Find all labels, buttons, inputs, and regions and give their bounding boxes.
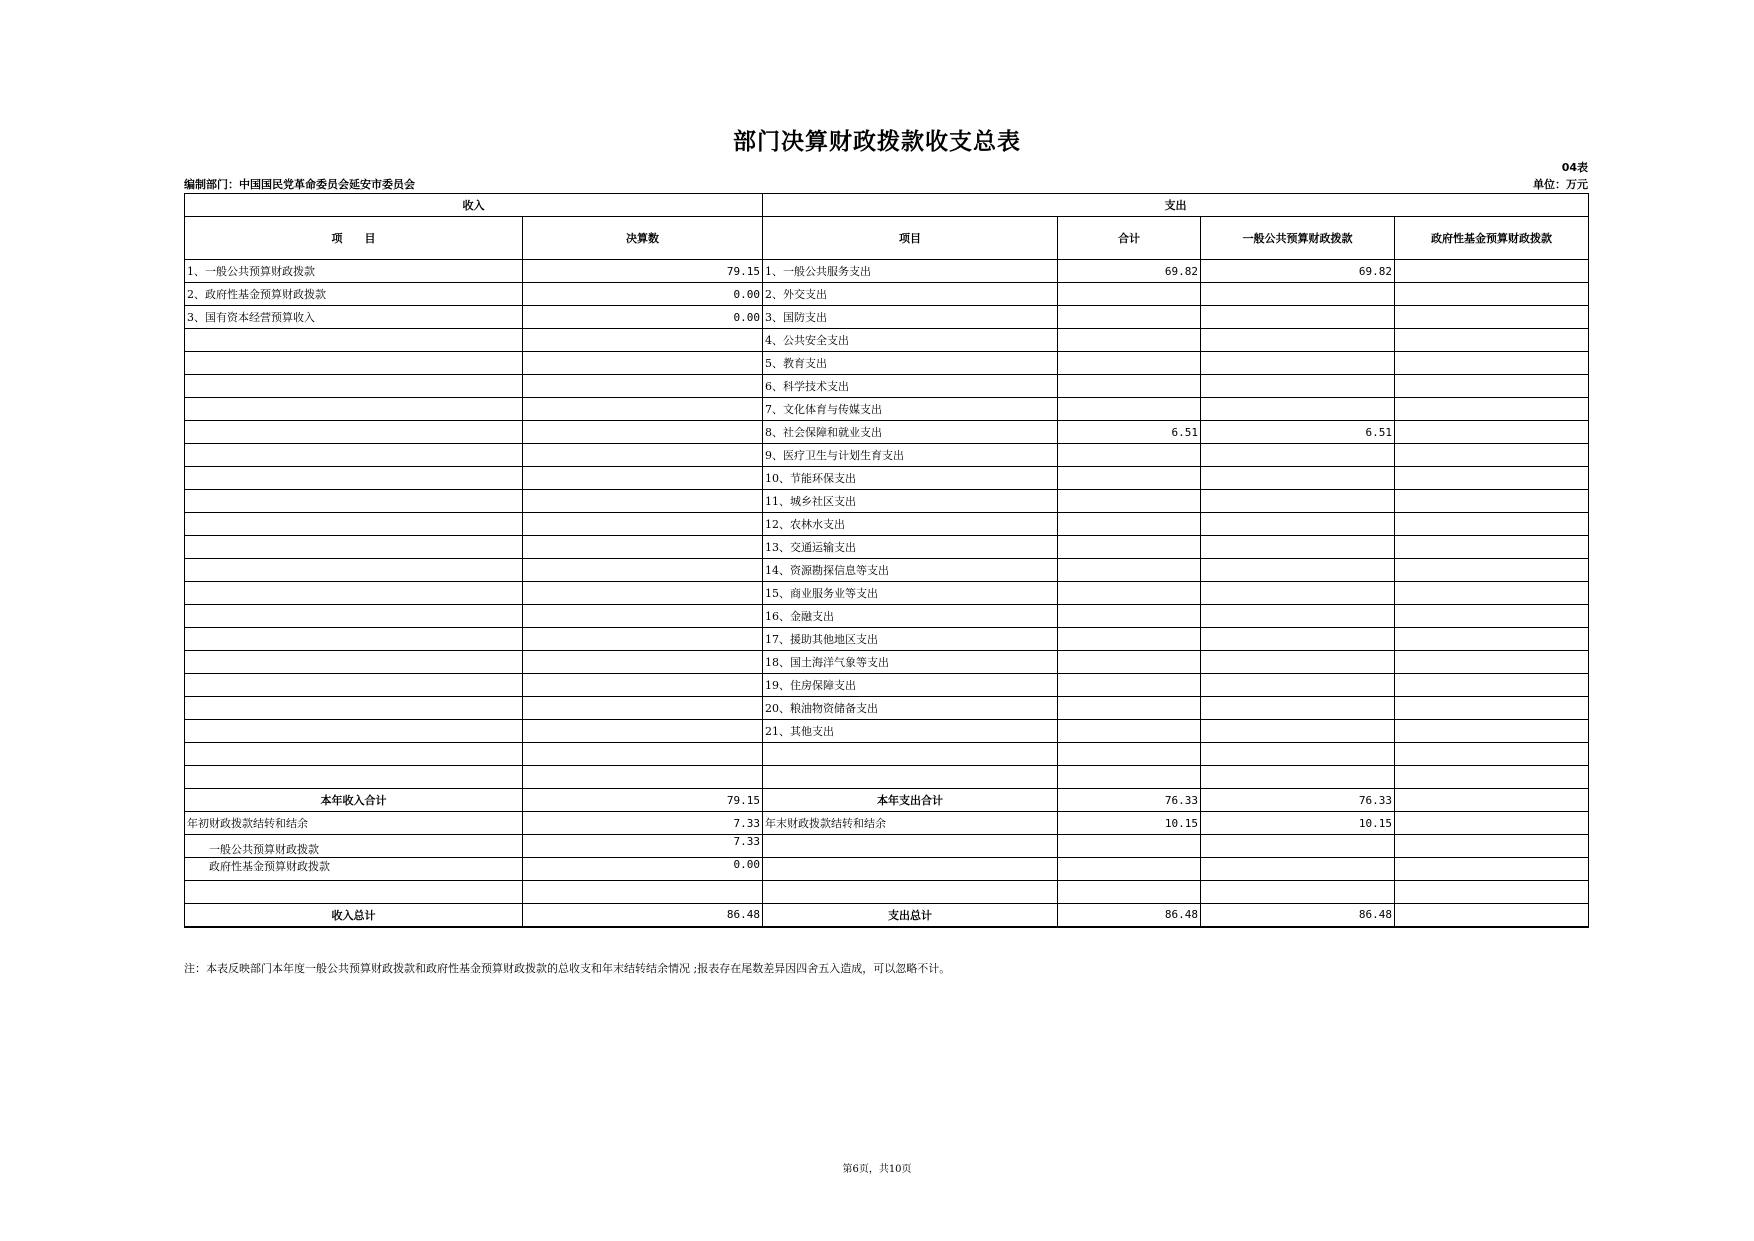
expense-general-cell bbox=[1201, 720, 1395, 743]
col-header-total: 合计 bbox=[1058, 217, 1201, 260]
expense-fund-cell bbox=[1395, 536, 1589, 559]
table-row bbox=[185, 559, 1589, 582]
section-header-row bbox=[185, 194, 1589, 217]
carry-begin-value: 7.33 bbox=[523, 812, 763, 835]
expense-fund-cell bbox=[1395, 352, 1589, 375]
expense-total-cell bbox=[1058, 605, 1201, 628]
col-header-final-amount: 决算数 bbox=[523, 217, 763, 260]
expense-fund-cell bbox=[1395, 329, 1589, 352]
table-row bbox=[185, 743, 1589, 766]
income-amount-cell bbox=[523, 697, 763, 720]
income-item-cell bbox=[185, 421, 523, 444]
table-row bbox=[185, 260, 1589, 283]
table-row bbox=[185, 674, 1589, 697]
year-total-row bbox=[185, 789, 1589, 812]
expense-fund-cell bbox=[1395, 306, 1589, 329]
year-expense-general-value: 76.33 bbox=[1201, 789, 1395, 812]
income-item-cell bbox=[185, 398, 523, 421]
income-amount-cell bbox=[523, 651, 763, 674]
table-row bbox=[185, 467, 1589, 490]
income-item-cell bbox=[185, 329, 523, 352]
income-item-cell: 2、政府性基金预算财政拨款 bbox=[185, 283, 523, 306]
expense-total-cell bbox=[1058, 651, 1201, 674]
expense-fund-cell bbox=[1395, 490, 1589, 513]
income-amount-cell bbox=[523, 375, 763, 398]
page-title: 部门决算财政拨款收支总表 bbox=[733, 129, 1021, 155]
expense-fund-cell bbox=[1395, 421, 1589, 444]
table-row bbox=[185, 766, 1589, 789]
expense-fund-cell bbox=[1395, 766, 1589, 789]
expense-item-cell: 16、金融支出 bbox=[763, 605, 1058, 628]
expense-total-cell: 69.82 bbox=[1058, 260, 1201, 283]
expense-fund-cell bbox=[1395, 582, 1589, 605]
expense-grand-fund-value bbox=[1395, 904, 1589, 927]
income-grand-total-label: 收入总计 bbox=[185, 904, 523, 927]
column-header-row bbox=[185, 217, 1589, 260]
expense-general-cell bbox=[1201, 490, 1395, 513]
income-amount-cell bbox=[523, 329, 763, 352]
table-row bbox=[185, 582, 1589, 605]
income-item-cell bbox=[185, 352, 523, 375]
income-amount-cell bbox=[523, 444, 763, 467]
income-amount-cell bbox=[523, 582, 763, 605]
expense-item-cell: 19、住房保障支出 bbox=[763, 674, 1058, 697]
expense-grand-total-label: 支出总计 bbox=[763, 904, 1058, 927]
expense-general-cell bbox=[1201, 651, 1395, 674]
table-row bbox=[185, 536, 1589, 559]
income-item-cell bbox=[185, 490, 523, 513]
expense-total-cell: 6.51 bbox=[1058, 421, 1201, 444]
table-row bbox=[185, 329, 1589, 352]
table-row bbox=[185, 375, 1589, 398]
expense-general-cell bbox=[1201, 605, 1395, 628]
table-row bbox=[185, 513, 1589, 536]
table-row bbox=[185, 490, 1589, 513]
expense-fund-cell bbox=[1395, 398, 1589, 421]
carry-general-label: 一般公共预算财政拨款 bbox=[185, 835, 523, 858]
income-item-cell: 3、国有资本经营预算收入 bbox=[185, 306, 523, 329]
expense-total-cell bbox=[1058, 536, 1201, 559]
income-item-cell bbox=[185, 444, 523, 467]
income-item-cell bbox=[185, 513, 523, 536]
table-row bbox=[185, 421, 1589, 444]
income-amount-cell bbox=[523, 352, 763, 375]
income-amount-cell bbox=[523, 559, 763, 582]
expense-total-cell bbox=[1058, 352, 1201, 375]
carry-fund-label: 政府性基金预算财政拨款 bbox=[185, 858, 523, 881]
table-row bbox=[185, 283, 1589, 306]
grand-total-row bbox=[185, 904, 1589, 927]
carry-end-general-value: 10.15 bbox=[1201, 812, 1395, 835]
expense-total-cell bbox=[1058, 375, 1201, 398]
table-row bbox=[185, 306, 1589, 329]
income-amount-cell: 0.00 bbox=[523, 306, 763, 329]
income-item-cell bbox=[185, 582, 523, 605]
expense-general-cell bbox=[1201, 743, 1395, 766]
expense-fund-cell bbox=[1395, 674, 1589, 697]
col-header-general-budget: 一般公共预算财政拨款 bbox=[1201, 217, 1395, 260]
expense-general-cell: 6.51 bbox=[1201, 421, 1395, 444]
income-amount-cell bbox=[523, 766, 763, 789]
income-section-header: 收入 bbox=[185, 194, 763, 217]
expense-fund-cell bbox=[1395, 720, 1589, 743]
income-amount-cell bbox=[523, 490, 763, 513]
expense-general-cell bbox=[1201, 329, 1395, 352]
year-expense-fund-value bbox=[1395, 789, 1589, 812]
expense-fund-cell bbox=[1395, 697, 1589, 720]
expense-general-cell bbox=[1201, 283, 1395, 306]
expense-total-cell bbox=[1058, 628, 1201, 651]
table-row bbox=[185, 605, 1589, 628]
carry-end-label: 年末财政拨款结转和结余 bbox=[763, 812, 1058, 835]
carry-end-fund-value bbox=[1395, 812, 1589, 835]
expense-total-cell bbox=[1058, 697, 1201, 720]
col-header-gov-fund: 政府性基金预算财政拨款 bbox=[1395, 217, 1589, 260]
expense-item-cell: 8、社会保障和就业支出 bbox=[763, 421, 1058, 444]
expense-item-cell: 5、教育支出 bbox=[763, 352, 1058, 375]
expense-general-cell bbox=[1201, 352, 1395, 375]
expense-fund-cell bbox=[1395, 559, 1589, 582]
expense-item-cell: 9、医疗卫生与计划生育支出 bbox=[763, 444, 1058, 467]
expense-fund-cell bbox=[1395, 260, 1589, 283]
expense-item-cell: 2、外交支出 bbox=[763, 283, 1058, 306]
unit-label: 单位：万元 bbox=[1533, 178, 1588, 191]
expense-total-cell bbox=[1058, 513, 1201, 536]
income-amount-cell bbox=[523, 467, 763, 490]
budget-summary-table bbox=[184, 193, 1589, 928]
expense-item-cell: 3、国防支出 bbox=[763, 306, 1058, 329]
expense-general-cell bbox=[1201, 467, 1395, 490]
table-row bbox=[185, 697, 1589, 720]
expense-fund-cell bbox=[1395, 605, 1589, 628]
blank-row bbox=[185, 881, 1589, 904]
expense-general-cell bbox=[1201, 674, 1395, 697]
expense-grand-total-value: 86.48 bbox=[1058, 904, 1201, 927]
expense-fund-cell bbox=[1395, 444, 1589, 467]
expense-total-cell bbox=[1058, 283, 1201, 306]
expense-fund-cell bbox=[1395, 651, 1589, 674]
expense-fund-cell bbox=[1395, 375, 1589, 398]
expense-general-cell bbox=[1201, 582, 1395, 605]
income-item-cell bbox=[185, 766, 523, 789]
expense-general-cell bbox=[1201, 513, 1395, 536]
income-item-cell bbox=[185, 375, 523, 398]
expense-total-cell bbox=[1058, 720, 1201, 743]
expense-general-cell bbox=[1201, 536, 1395, 559]
expense-fund-cell bbox=[1395, 513, 1589, 536]
expense-item-cell: 17、援助其他地区支出 bbox=[763, 628, 1058, 651]
page-number: 第6页，共10页 bbox=[842, 1164, 912, 1175]
income-amount-cell bbox=[523, 628, 763, 651]
income-amount-cell: 79.15 bbox=[523, 260, 763, 283]
expense-general-cell bbox=[1201, 306, 1395, 329]
expense-total-cell bbox=[1058, 559, 1201, 582]
income-amount-cell: 0.00 bbox=[523, 283, 763, 306]
expense-fund-cell bbox=[1395, 743, 1589, 766]
table-row bbox=[185, 651, 1589, 674]
income-amount-cell bbox=[523, 743, 763, 766]
carry-general-row bbox=[185, 835, 1589, 858]
income-item-cell bbox=[185, 536, 523, 559]
expense-total-cell bbox=[1058, 582, 1201, 605]
expense-general-cell bbox=[1201, 559, 1395, 582]
income-item-cell bbox=[185, 467, 523, 490]
income-amount-cell bbox=[523, 605, 763, 628]
expense-total-cell bbox=[1058, 490, 1201, 513]
year-income-total-value: 79.15 bbox=[523, 789, 763, 812]
carry-fund-value: 0.00 bbox=[523, 858, 763, 881]
expense-total-cell bbox=[1058, 467, 1201, 490]
col-header-expense-item: 项目 bbox=[763, 217, 1058, 260]
income-item-cell bbox=[185, 743, 523, 766]
expense-item-cell: 15、商业服务业等支出 bbox=[763, 582, 1058, 605]
expense-item-cell: 20、粮油物资储备支出 bbox=[763, 697, 1058, 720]
carry-fund-row bbox=[185, 858, 1589, 881]
income-amount-cell bbox=[523, 536, 763, 559]
expense-total-cell bbox=[1058, 743, 1201, 766]
income-grand-total-value: 86.48 bbox=[523, 904, 763, 927]
expense-general-cell: 69.82 bbox=[1201, 260, 1395, 283]
income-item-cell bbox=[185, 651, 523, 674]
carry-begin-label: 年初财政拨款结转和结余 bbox=[185, 812, 523, 835]
carry-over-row bbox=[185, 812, 1589, 835]
income-item-cell: 1、一般公共预算财政拨款 bbox=[185, 260, 523, 283]
expense-item-cell bbox=[763, 743, 1058, 766]
table-row bbox=[185, 628, 1589, 651]
income-item-cell bbox=[185, 628, 523, 651]
expense-grand-general-value: 86.48 bbox=[1201, 904, 1395, 927]
expense-total-cell bbox=[1058, 306, 1201, 329]
table-row bbox=[185, 398, 1589, 421]
expense-item-cell: 12、农林水支出 bbox=[763, 513, 1058, 536]
expense-general-cell bbox=[1201, 444, 1395, 467]
income-amount-cell bbox=[523, 421, 763, 444]
expense-total-cell bbox=[1058, 329, 1201, 352]
expense-total-cell bbox=[1058, 398, 1201, 421]
expense-item-cell: 1、一般公共服务支出 bbox=[763, 260, 1058, 283]
expense-general-cell bbox=[1201, 375, 1395, 398]
income-item-cell bbox=[185, 697, 523, 720]
table-number: 04表 bbox=[1561, 161, 1588, 174]
year-income-total-label: 本年收入合计 bbox=[185, 789, 523, 812]
year-expense-total-label: 本年支出合计 bbox=[763, 789, 1058, 812]
table-row bbox=[185, 444, 1589, 467]
expense-item-cell bbox=[763, 766, 1058, 789]
table-row bbox=[185, 720, 1589, 743]
expense-fund-cell bbox=[1395, 283, 1589, 306]
expense-total-cell bbox=[1058, 674, 1201, 697]
income-amount-cell bbox=[523, 674, 763, 697]
expense-item-cell: 6、科学技术支出 bbox=[763, 375, 1058, 398]
expense-item-cell: 14、资源勘探信息等支出 bbox=[763, 559, 1058, 582]
compiling-department: 编制部门：中国国民党革命委员会延安市委员会 bbox=[184, 178, 415, 191]
expense-item-cell: 4、公共安全支出 bbox=[763, 329, 1058, 352]
income-amount-cell bbox=[523, 720, 763, 743]
table-note: 注：本表反映部门本年度一般公共预算财政拨款和政府性基金预算财政拨款的总收支和年末结转结余情况 ;报表存在尾数差异因四舍五入造成，可以忽略不计。 bbox=[184, 962, 951, 975]
income-amount-cell bbox=[523, 398, 763, 421]
expense-item-cell: 10、节能环保支出 bbox=[763, 467, 1058, 490]
expense-section-header: 支出 bbox=[763, 194, 1589, 217]
expense-general-cell bbox=[1201, 766, 1395, 789]
income-item-cell bbox=[185, 559, 523, 582]
expense-general-cell bbox=[1201, 398, 1395, 421]
carry-general-value: 7.33 bbox=[523, 835, 763, 858]
expense-item-cell: 13、交通运输支出 bbox=[763, 536, 1058, 559]
expense-fund-cell bbox=[1395, 628, 1589, 651]
expense-item-cell: 18、国土海洋气象等支出 bbox=[763, 651, 1058, 674]
expense-item-cell: 11、城乡社区支出 bbox=[763, 490, 1058, 513]
expense-total-cell bbox=[1058, 766, 1201, 789]
year-expense-total-value: 76.33 bbox=[1058, 789, 1201, 812]
income-item-cell bbox=[185, 720, 523, 743]
expense-fund-cell bbox=[1395, 467, 1589, 490]
table-row bbox=[185, 352, 1589, 375]
expense-general-cell bbox=[1201, 628, 1395, 651]
income-amount-cell bbox=[523, 513, 763, 536]
expense-total-cell bbox=[1058, 444, 1201, 467]
income-item-cell bbox=[185, 605, 523, 628]
col-header-income-item: 项 目 bbox=[185, 217, 523, 260]
expense-item-cell: 21、其他支出 bbox=[763, 720, 1058, 743]
income-item-cell bbox=[185, 674, 523, 697]
carry-end-total-value: 10.15 bbox=[1058, 812, 1201, 835]
expense-general-cell bbox=[1201, 697, 1395, 720]
expense-item-cell: 7、文化体育与传媒支出 bbox=[763, 398, 1058, 421]
